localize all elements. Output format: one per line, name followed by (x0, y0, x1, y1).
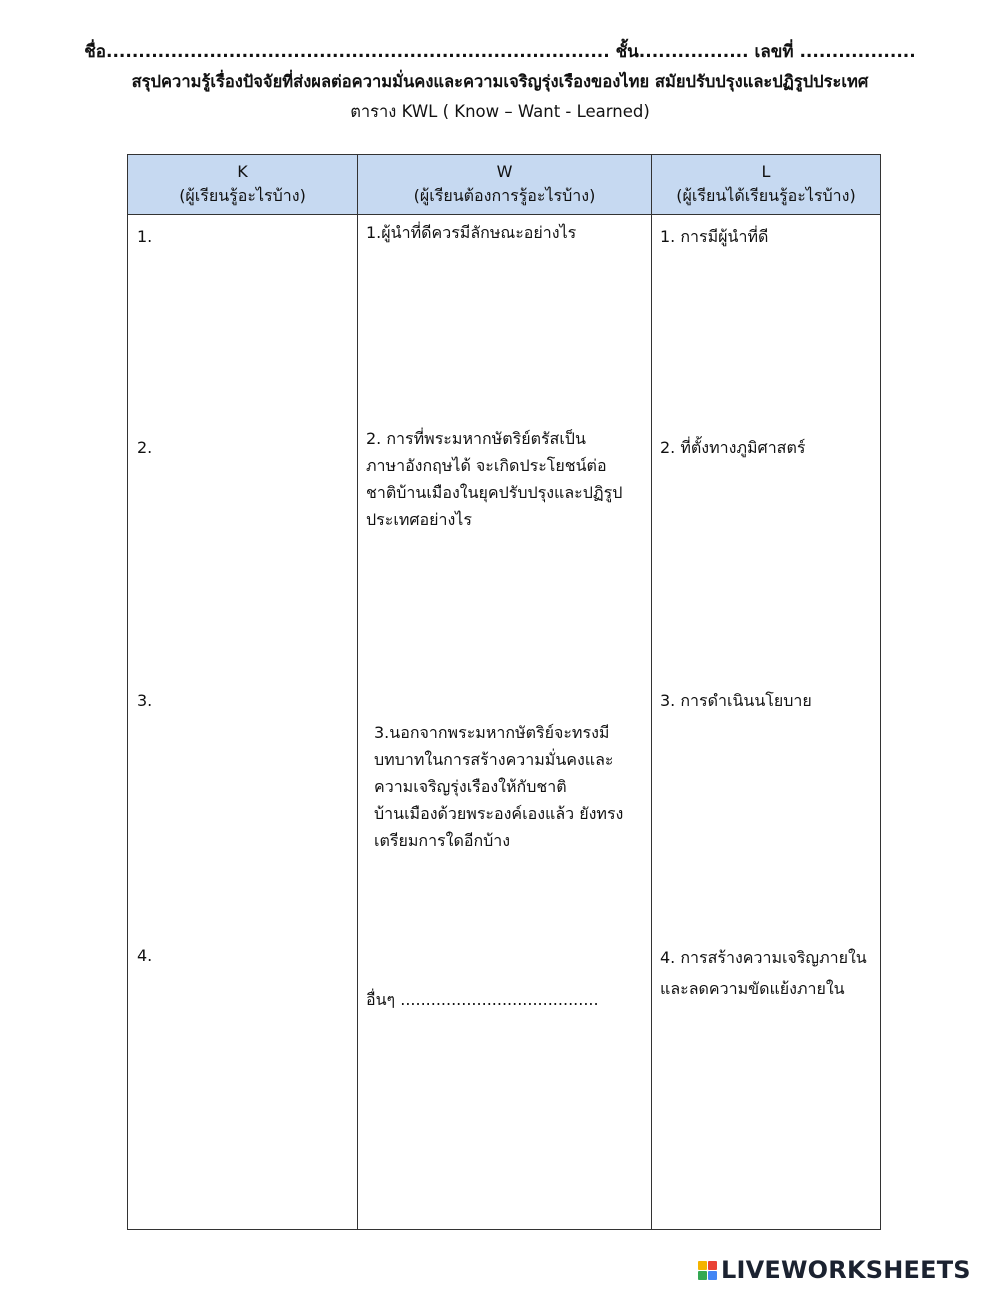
column-l-header (652, 155, 880, 215)
k-item-3: 3. (137, 691, 153, 710)
w-other (366, 986, 599, 1013)
l-answer-3-line: 3. การดำเนินนโยบาย (660, 691, 812, 710)
w-question-1 (366, 219, 576, 246)
l-answer-1 (660, 223, 768, 250)
k-item-4: 4. (137, 946, 153, 965)
w-question-2-line: 2. การที่พระมหากษัตริย์ตรัสเป็น (366, 429, 586, 448)
column-k-header (128, 155, 357, 215)
w-question-2 (366, 425, 622, 533)
worksheet-subtitle: ตาราง KWL ( Know – Want - Learned) (350, 102, 650, 121)
w-question-3 (374, 719, 623, 854)
logo-square-icon (698, 1271, 707, 1280)
column-k (128, 155, 358, 1229)
w-other-line: อื่นๆ ....................................... (366, 990, 599, 1009)
kwl-table (127, 154, 881, 1230)
logo-square-icon (698, 1261, 707, 1270)
column-w-header (358, 155, 651, 215)
column-l (652, 155, 880, 1229)
l-answer-1-line: 1. การมีผู้นำที่ดี (660, 227, 769, 246)
w-question-3-line: บทบาทในการสร้างความมั่นคงและ (374, 750, 614, 769)
w-question-3-line: ความเจริญรุ่งเรืองให้กับชาติ (374, 777, 567, 796)
liveworksheets-logo (698, 1256, 971, 1284)
w-question-3-line: 3.นอกจากพระมหากษัตริย์จะทรงมี (374, 723, 610, 742)
column-w-description: (ผู้เรียนต้องการรู้อะไรบ้าง) (413, 186, 596, 205)
l-answer-4-line: และลดความขัดแย้งภายใน (660, 979, 845, 998)
l-answer-3 (660, 687, 812, 714)
k-item-2: 2. (137, 438, 153, 457)
logo-square-icon (708, 1261, 717, 1270)
w-question-2-line: ชาติบ้านเมืองในยุคปรับปรุงและปฏิรูป (366, 483, 623, 502)
column-w-letter: W (496, 162, 513, 181)
l-answer-4-line: 4. การสร้างความเจริญภายใน (660, 948, 867, 967)
logo-text: LIVEWORKSHEETS (721, 1256, 971, 1284)
w-question-2-line: ประเทศอย่างไร (366, 510, 472, 529)
l-answer-2 (660, 434, 805, 461)
w-question-3-line: เตรียมการใดอีกบ้าง (374, 831, 511, 850)
column-l-letter: L (761, 162, 771, 181)
w-question-3-line: บ้านเมืองด้วยพระองค์เองแล้ว ยังทรง (374, 804, 624, 823)
logo-square-icon (708, 1271, 717, 1280)
liveworksheets-logo-icon (698, 1261, 717, 1280)
k-item-1: 1. (137, 227, 153, 246)
worksheet-title: สรุปความรู้เรื่องปัจจัยที่ส่งผลต่อความมั่นคงและความเจริญรุ่งเรืองของไทย สมัยปรับปรุงและปฏิรูปประเทศ (131, 72, 869, 91)
l-answer-2-line: 2. ที่ตั้งทางภูมิศาสตร์ (660, 438, 806, 457)
student-info-line: ชื่อ.............................................................................. ชั้น................. เลขที่ .................. (84, 42, 916, 62)
column-w (358, 155, 652, 1229)
column-l-description: (ผู้เรียนได้เรียนรู้อะไรบ้าง) (676, 186, 856, 205)
w-question-2-line: ภาษาอังกฤษได้ จะเกิดประโยชน์ต่อ (366, 456, 607, 475)
w-question-1-line: 1.ผู้นำที่ดีควรมีลักษณะอย่างไร (366, 223, 577, 242)
column-k-description: (ผู้เรียนรู้อะไรบ้าง) (179, 186, 306, 205)
column-k-letter: K (237, 162, 248, 181)
l-answer-4 (660, 942, 867, 1004)
